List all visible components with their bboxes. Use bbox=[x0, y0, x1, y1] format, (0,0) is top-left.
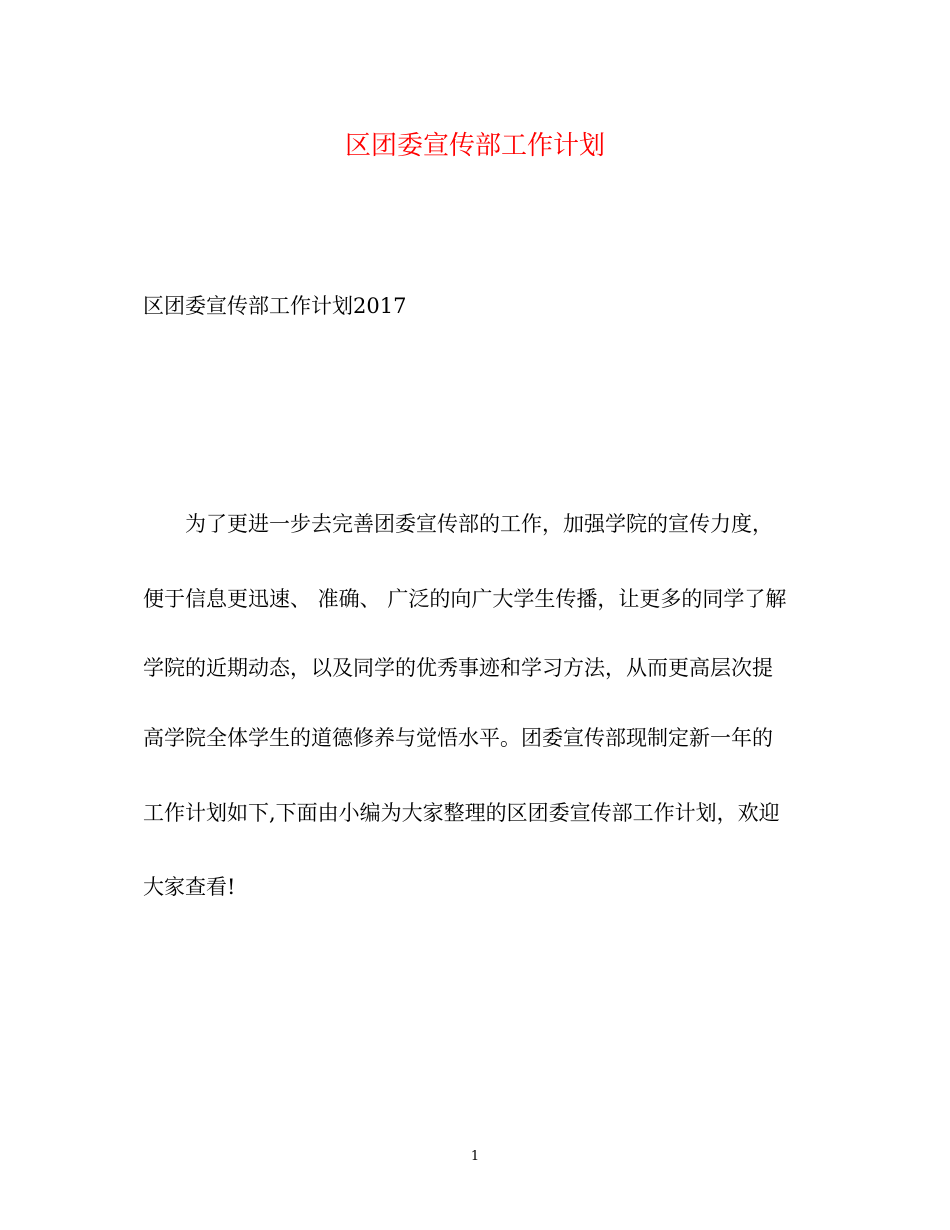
page-title: 区团委宣传部工作计划 bbox=[344, 131, 605, 161]
document-subtitle: 区团委宣传部工作计划2017 bbox=[143, 294, 407, 318]
page-number: 1 bbox=[470, 1149, 480, 1164]
body-line: 为了更进一步去完善团委宣传部的工作，加强学院的宣传力度， bbox=[185, 512, 773, 536]
body-line: 学院的近期动态，以及同学的优秀事迹和学习方法，从而更高层次提 bbox=[143, 656, 773, 680]
body-line: 工作计划如下,下面由小编为大家整理的区团委宣传部工作计划，欢迎 bbox=[143, 801, 780, 825]
body-line: 高学院全体学生的道德修养与觉悟水平。团委宣传部现制定新一年的 bbox=[143, 726, 773, 750]
body-line: 大家查看! bbox=[143, 875, 236, 899]
body-line: 便于信息更迅速、 准确、 广泛的向广大学生传播，让更多的同学了解 bbox=[143, 587, 787, 611]
